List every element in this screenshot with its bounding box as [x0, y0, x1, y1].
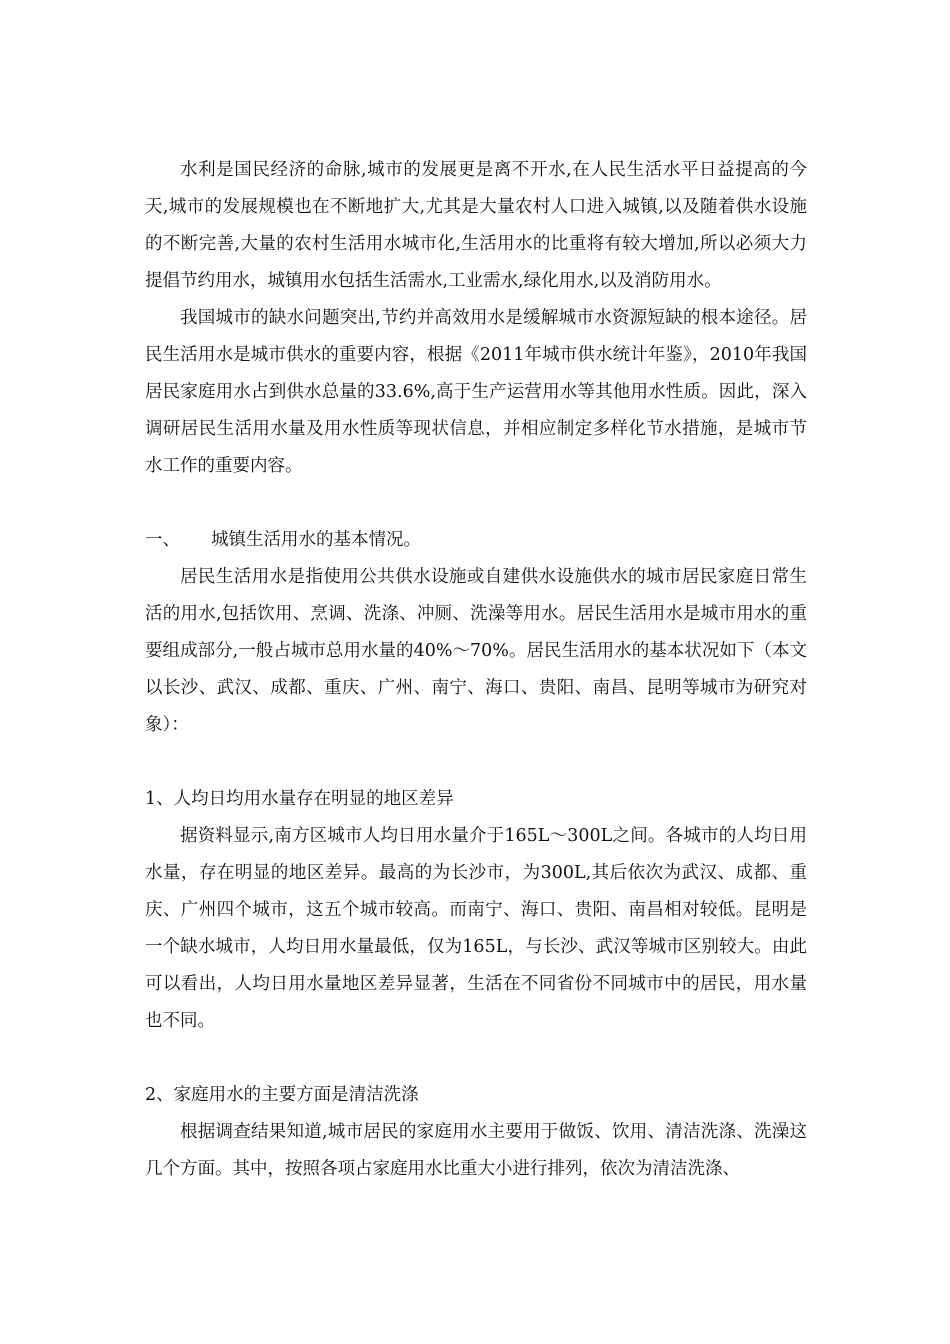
section-number: 一、	[145, 530, 180, 550]
paragraph-section-1: 居民生活用水是指使用公共供水设施或自建供水设施供水的城市居民家庭日常生活的用水,包括饮用、烹调、洗涤、冲厕、洗澡等用水。居民生活用水是城市用水的重要组成部分,一般占城市总用水量的40%～70%。居民生活用水的基本状况如下（本文以长沙、武汉、成都、重庆、广州、南宁、海口、贵阳、南昌、昆明等城市为研究对象）：	[145, 567, 807, 735]
paragraph-subsection-2: 根据调查结果知道,城市居民的家庭用水主要用于做饭、饮用、清洁洗涤、洗澡这几个方面。其中，按照各项占家庭用水比重大小进行排列，依次为清洁洗涤、	[145, 1122, 807, 1179]
section-title: 城镇生活用水的基本情况。	[211, 530, 421, 550]
blank-line	[145, 1040, 807, 1077]
document-body	[145, 152, 807, 1188]
paragraph-intro-2: 我国城市的缺水问题突出,节约并高效用水是缓解城市水资源短缺的根本途径。居民生活用水是城市供水的重要内容，根据《2011年城市供水统计年鉴》，2010年我国居民家庭用水占到供水总量的33.6%,高于生产运营用水等其他用水性质。因此，深入调研居民生活用水量及用水性质等现状信息，并相应制定多样化节水措施，是城市节水工作的重要内容。	[145, 308, 807, 476]
blank-line	[145, 744, 807, 781]
section-heading-1	[145, 522, 807, 559]
blank-line	[145, 485, 807, 522]
subsection-heading-1: 1、人均日均用水量存在明显的地区差异	[145, 789, 454, 809]
paragraph-intro-1: 水利是国民经济的命脉,城市的发展更是离不开水,在人民生活水平日益提高的今天,城市的发展规模也在不断地扩大,尤其是大量农村人口进入城镇,以及随着供水设施的不断完善,大量的农村生活用水城市化,生活用水的比重将有较大增加,所以必须大力提倡节约用水，城镇用水包括生活需水,工业需水,绿化用水,以及消防用水。	[145, 160, 807, 291]
subsection-heading-2: 2、家庭用水的主要方面是清洁洗涤	[145, 1085, 419, 1105]
paragraph-subsection-1: 据资料显示,南方区城市人均日用水量介于165L～300L之间。各城市的人均日用水量，存在明显的地区差异。最高的为长沙市，为300L,其后依次为武汉、成都、重庆、广州四个城市，这五个城市较高。而南宁、海口、贵阳、南昌相对较低。昆明是一个缺水城市，人均日用水量最低，仅为165L，与长沙、武汉等城市区别较大。由此可以看出，人均日用水量地区差异显著，生活在不同省份不同城市中的居民，用水量也不同。	[145, 826, 807, 1031]
